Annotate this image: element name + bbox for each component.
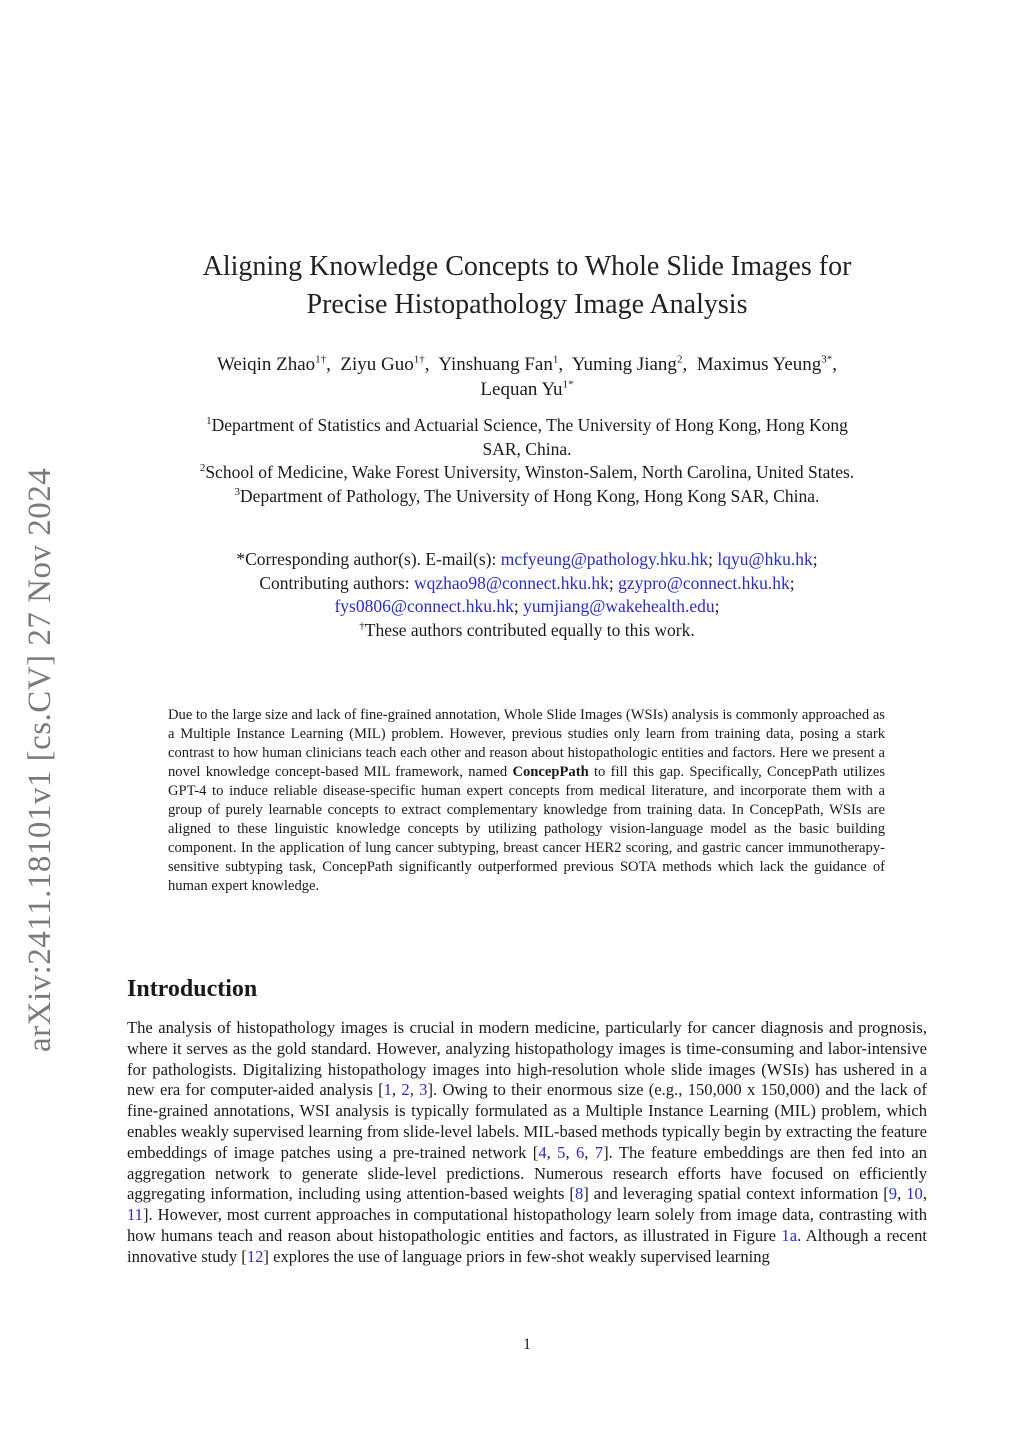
author-marker: 1†: [413, 353, 425, 366]
equal-contribution-note: [130, 619, 924, 643]
affiliation-text: Department of Pathology, The University of Hong Kong, Hong Kong SAR, China.: [240, 485, 820, 506]
author-line-1: Weiqin Zhao$^{1\dagger}$, Ziyu Guo$^{1\dagger}$, Yinshuang Fan$^1$, Yuming Jiang$^2$, Maximus Yeung$^{3*}$,: [216, 353, 838, 375]
author-line-2: [130, 377, 924, 402]
citation-link[interactable]: 9: [888, 1184, 898, 1204]
email-link[interactable]: gzypro@connect.hku.hk: [618, 572, 790, 593]
body-text: ] explores the use of language priors in few-shot weakly supervised learning: [263, 1246, 770, 1266]
affiliation-marker: 3: [234, 485, 241, 498]
author-name: Maximus Yeung: [696, 354, 822, 375]
author-name: Weiqin Zhao: [216, 354, 316, 375]
author-marker: 2: [676, 353, 683, 366]
abstract: [168, 706, 885, 896]
citation-link[interactable]: 3: [419, 1080, 428, 1100]
abstract-text: to fill this gap. Specifically, ConcepPath utilizes GPT-4 to induce reliable disease-specific human expert concepts from medical literature, and incorporate them with a group of purely learnable concepts to extract complementary knowledge from training data. In ConcepPath, WSIs are aligned to these linguistic knowledge concepts by utilizing pathology vision-language model as the basic building component. In the application of lung cancer subtyping, breast cancer HER2 scoring, and gastric cancer immunotherapy-sensitive subtyping task, ConcepPath significantly outperformed previous SOTA methods which lack the guidance of human expert knowledge.: [168, 764, 885, 894]
author-name: Yinshuang Fan: [438, 354, 553, 375]
section-heading-introduction: Introduction: [127, 976, 258, 1002]
citation-link[interactable]: 7: [594, 1142, 604, 1162]
paper-title: [130, 248, 924, 324]
body-text: . Although a recent innovative study [: [127, 1225, 927, 1266]
affiliation-1: [130, 414, 924, 461]
introduction-paragraph: The analysis of histopathology images is crucial in modern medicine, particularly for cancer diagnosis and prognosis, where it serves as the gold standard. However, analyzing histopathology images is time-consuming and labor-intensive for pathologists. Digitalizing histopathology images into high-resolution whole slide images (WSIs) has ushered in a new era for computer-aided analysis [1, 2, 3]. Owing to their enormous size (e.g., 150,000 x 150,000) and the lack of fine-grained annotations, WSI analysis is typically formulated as a Multiple Instance Learning (MIL) problem, which enables weakly supervised learning from slide-level labels. MIL-based methods typically begin by extracting the feature embeddings of image patches using a pre-trained network [4, 5, 6, 7]. The feature embeddings are then fed into an aggregation network to generate slide-level predictions. Numerous research efforts have focused on efficiently aggregating information, including using attention-based weights [8] and leveraging spatial context information [9, 10, 11]. However, most current approaches in computational histopathology learn solely from image data, contrasting with how humans teach and reason about histopathologic entities and factors, as illustrated in Figure 1a. Although a recent innovative study [12] explores the use of language priors in few-shot weakly supervised learning: [127, 1018, 928, 1266]
equal-contribution-text: These authors contributed equally to this work.: [364, 619, 695, 640]
affiliation-text: Department of Statistics and Actuarial Science, The University of Hong Kong, Hong Kong: [211, 415, 848, 435]
email-link[interactable]: wqzhao98@connect.hku.hk: [413, 572, 609, 593]
citation-link[interactable]: 6: [575, 1142, 585, 1162]
affiliation-marker: 2: [199, 462, 206, 475]
body-text: The analysis of histopathology images is crucial in modern medicine, particularly for cancer diagnosis and prognosis, where it serves as the gold standard. However, analyzing histopathology images is time-consuming and labor-intensive for pathologists. Digitalizing histopathology images into high-resolution whole slide images (WSIs) has ushered in a new era for computer-aided analysis [: [127, 1018, 927, 1100]
title-line-2: Precise Histopathology Image Analysis: [306, 289, 748, 320]
citation-link[interactable]: 12: [246, 1246, 264, 1266]
author-marker: 3*: [821, 353, 833, 366]
method-name: ConcepPath: [512, 764, 589, 780]
body-text: ] and leveraging spatial context information [: [583, 1184, 889, 1204]
author-name: Yuming Jiang: [571, 354, 677, 375]
author-list: [130, 352, 924, 402]
body-text: ]. The feature embeddings are then fed into an aggregation network to generate slide-level predictions. Numerous research efforts have focused on efficiently aggregating information, including using attention-based weights [: [127, 1142, 928, 1204]
page-number: 1: [523, 1336, 531, 1353]
affiliation-3: [130, 485, 924, 509]
author-marker: 1†: [315, 353, 327, 366]
contributing-authors-cont: fys0806@connect.hku.hk; yumjiang@wakehealth.edu;: [334, 596, 720, 616]
affiliation-list: [130, 414, 924, 508]
affiliation-text: School of Medicine, Wake Forest University, Winston-Salem, North Carolina, United States.: [205, 462, 855, 482]
title-line-1: Aligning Knowledge Concepts to Whole Slide Images for: [202, 251, 852, 282]
arxiv-identifier-stamp: arXiv:2411.18101v1 [cs.CV] 27 Nov 2024: [22, 467, 58, 1052]
citation-link[interactable]: 10: [906, 1184, 923, 1204]
citation-link[interactable]: 5: [557, 1142, 566, 1162]
affiliation-marker: 1: [206, 415, 212, 428]
citation-link[interactable]: 8: [574, 1184, 584, 1204]
citation-link[interactable]: 1: [383, 1080, 392, 1100]
corresponding-authors: *Corresponding author(s). E-mail(s): mcfyeung@pathology.hku.hk; lqyu@hku.hk;: [236, 549, 818, 569]
dagger-marker: †: [359, 619, 365, 632]
body-text: ]. Owing to their enormous size (e.g., 150,000 x 150,000) and the lack of fine-grained annotations, WSI analysis is typically formulated as a Multiple Instance Learning (MIL) problem, which enables weakly supervised learning from slide-level labels. MIL-based methods typically begin by extracting the feature embeddings of image patches using a pre-trained network [: [127, 1080, 927, 1162]
corresponding-label: *Corresponding author(s). E-mail(s):: [236, 549, 501, 569]
abstract-text: Due to the large size and lack of fine-grained annotation, Whole Slide Images (WSIs) analysis is commonly approached as a Multiple Instance Learning (MIL) problem. However, previous studies only learn from training data, posing a stark contrast to how human clinicians teach each other and reason about histopathologic entities and factors. Here we present a novel knowledge concept-based MIL framework, named: [168, 707, 885, 780]
email-link[interactable]: yumjiang@wakehealth.edu: [523, 596, 715, 616]
author-name: Lequan Yu: [480, 379, 563, 400]
affiliation-text: SAR, China.: [482, 438, 572, 459]
contributing-label: Contributing authors:: [259, 572, 414, 593]
email-link[interactable]: fys0806@connect.hku.hk: [334, 596, 514, 616]
body-text: ]. However, most current approaches in computational histopathology learn solely from image data, contrasting with how humans teach and reason about histopathologic entities and factors, as illustrated in Figure: [127, 1205, 927, 1245]
email-link[interactable]: mcfyeung@pathology.hku.hk: [500, 549, 709, 569]
author-marker: 1: [552, 353, 559, 366]
citation-link[interactable]: 4: [538, 1142, 547, 1162]
figure-link[interactable]: 1a: [781, 1225, 798, 1245]
author-marker: 1*: [562, 378, 574, 391]
citation-link[interactable]: 2: [401, 1080, 410, 1100]
email-link[interactable]: lqyu@hku.hk: [717, 549, 813, 569]
affiliation-2: [130, 461, 924, 485]
citation-link[interactable]: 11: [127, 1205, 143, 1225]
contributing-authors: Contributing authors: wqzhao98@connect.hku.hk; gzypro@connect.hku.hk;: [259, 572, 795, 593]
contact-info: [130, 548, 924, 642]
author-name: Ziyu Guo: [340, 354, 414, 375]
